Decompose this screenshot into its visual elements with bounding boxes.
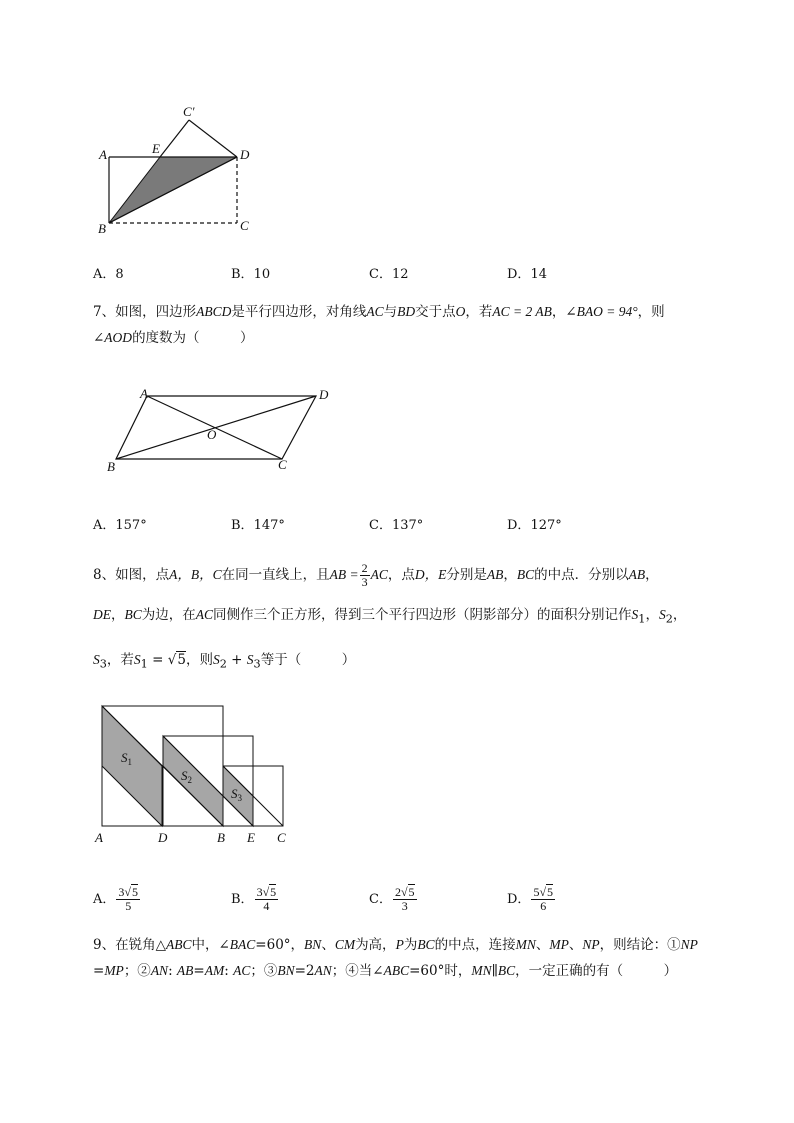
- option-a[interactable]: A．157°: [93, 518, 147, 533]
- option-a[interactable]: A．8: [93, 267, 124, 282]
- option-c[interactable]: C．137°: [369, 518, 424, 533]
- label-e: E: [247, 830, 255, 845]
- label-o: O: [207, 427, 217, 442]
- option-b[interactable]: B．10: [231, 267, 271, 282]
- option-c[interactable]: C．12: [369, 267, 409, 282]
- label-s1: $S_1$: [121, 750, 132, 767]
- label-a: A: [99, 147, 107, 162]
- fraction-two-thirds: $\frac{2}{3}$: [361, 561, 368, 589]
- label-b: B: [98, 221, 106, 236]
- label-a: A: [95, 830, 103, 845]
- shaded-s2: [163, 736, 223, 826]
- option-a[interactable]: A． $\frac{3√5}{5}$: [93, 885, 138, 913]
- question-8: 8、如图，点A，B，C在同一直线上，且AB = $\frac{2}{3}$ AC，点D，E分别是AB，BC的中点．分别以AB， DE，BC为边，在AC同侧作三个正方形，得到三个平行四边形（阴影部分）的面积分别记作$S_1$，$S_2$， $S_3$，若$S_1 = √5$，则$S_2 + S_3$等于（ ）: [93, 561, 687, 671]
- q6-options: [93, 263, 713, 283]
- option-d[interactable]: D． $\frac{5√5}{6}$: [507, 885, 554, 913]
- q8-options: [93, 878, 713, 914]
- question-9: 9、在锐角△ABC中，∠BAC=60°，BN、CM为高，P为BC的中点，连接MN、MP、NP，则结论：①NP =MP；②AN: AB=AM: AC；③BN=2AN；④当∠ABC=60°时，MN∥BC，一定正确的有（ ）: [93, 937, 698, 979]
- label-e: E: [152, 141, 160, 156]
- option-c[interactable]: C． $\frac{2√5}{3}$: [369, 885, 415, 913]
- option-d[interactable]: D．127°: [507, 518, 562, 533]
- segment-ec-prime: [160, 120, 189, 157]
- figure-q6: [90, 100, 260, 240]
- question-7: 7、如图，四边形ABCD是平行四边形，对角线AC与BD交于点O，若AC = 2 AB，∠BAO = 94°，则 ∠AOD的度数为（ ）: [93, 304, 665, 346]
- shaded-s1: [102, 706, 162, 826]
- label-a: A: [140, 386, 148, 401]
- label-b: B: [107, 459, 115, 474]
- diag-2: [163, 736, 253, 826]
- label-d: D: [158, 830, 168, 845]
- label-s2: $S_2$: [181, 768, 192, 785]
- option-b[interactable]: B．147°: [231, 518, 285, 533]
- label-c: C: [240, 218, 249, 233]
- figure-q8: [90, 700, 300, 850]
- label-d: D: [319, 387, 329, 402]
- label-d: D: [240, 147, 250, 162]
- option-d[interactable]: D．14: [507, 267, 547, 282]
- figure-q7: [100, 385, 340, 475]
- label-c: C: [277, 830, 286, 845]
- label-c: C: [278, 457, 287, 472]
- option-b[interactable]: B． $\frac{3√5}{4}$: [231, 885, 277, 913]
- segment-c-prime-d: [189, 120, 237, 157]
- q7-options: [93, 514, 713, 534]
- label-s3: $S_3$: [231, 786, 242, 803]
- label-c-prime: C′: [183, 104, 195, 119]
- label-b: B: [217, 830, 225, 845]
